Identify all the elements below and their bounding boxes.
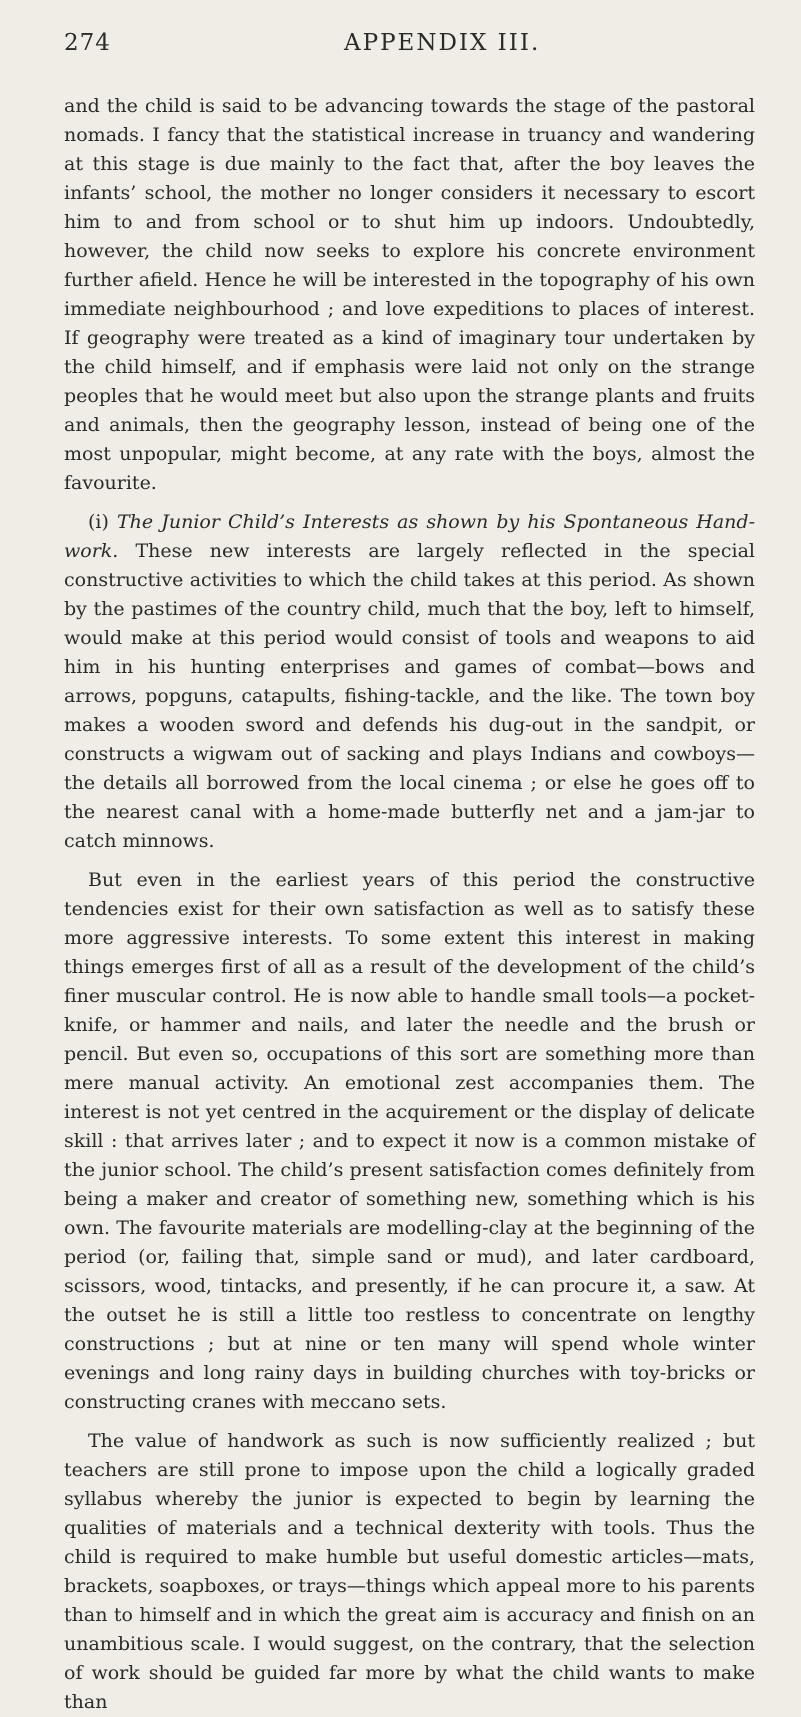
section-heading: The Junior Child’s Interests as shown by his Spontaneous Hand-work.: [64, 511, 755, 562]
paragraph-3-text: But even in the earliest years of this period the constructive tendencies exist for their own satisfaction as well as to satisfy these more aggressive interests. To some extent this interest in making things emerges first of all as a result of the development of the child’s finer muscular control. He is now able to handle small tools—a pocket-knife, or hammer and nails, and later the needle and the brush or pencil. But even so, occupations of this sort are something more than mere manual activity. An emotional zest accompanies them. The interest is not yet centred in the acquirement or the display of delicate skill : that arrives later ; and to expect it now is a common mistake of the junior school. The child’s present satisfaction comes definitely from being a maker and creator of something new, something which is his own. The favourite materials are modelling-clay at the beginning of the period (or, failing that, simple sand or mud), and later cardboard, scissors, wood, tintacks, and presently, if he can procure it, a saw. At the outset he is still a little too restless to concentrate on lengthy constructions ; but at nine or ten many will spend whole winter evenings and long rainy days in building churches with toy-bricks or constructing cranes with meccano sets.: [64, 869, 755, 1413]
running-head: APPENDIX III.: [344, 30, 541, 56]
paragraph-4: [64, 1427, 755, 1717]
paragraph-1-text: and the child is said to be advancing towards the stage of the pastoral nomads. I fancy that the statistical increase in truancy and wandering at this stage is due mainly to the fact that, after the boy leaves the infants’ school, the mother no longer considers it necessary to escort him to and from school or to shut him up indoors. Undoubtedly, however, the child now seeks to explore his concrete environment further afield. Hence he will be interested in the topography of his own immediate neighbourhood ; and love expeditions to places of interest. If geography were treated as a kind of imaginary tour undertaken by the child himself, and if emphasis were laid not only on the strange peoples that he would meet but also upon the strange plants and fruits and animals, then the geography lesson, instead of being one of the most unpopular, might become, at any rate with the boys, almost the favourite.: [64, 95, 755, 494]
paragraph-3: [64, 866, 755, 1417]
paragraph-1: [64, 92, 755, 498]
paragraph-4-text: The value of handwork as such is now sufficiently realized ; but teachers are still prone to impose upon the child a logically graded syllabus whereby the junior is expected to begin by learning the qualities of materials and a technical dexterity with tools. Thus the child is required to make humble but useful domestic articles—mats, brackets, soapboxes, or trays—things which appeal more to his parents than to himself and in which the great aim is accuracy and finish on an unambitious scale. I would suggest, on the contrary, that the selection of work should be guided far more by what the child wants to make than: [64, 1430, 755, 1713]
page-number: 274: [64, 30, 111, 56]
body-text: [64, 92, 755, 1717]
page-header: [64, 30, 755, 70]
paragraph-2-text: These new interests are largely reflected in the special constructive activities to which the child takes at this period. As shown by the pastimes of the country child, much that the boy, left to himself, would make at this period would consist of tools and weapons to aid him in his hunting enterprises and games of combat—bows and arrows, popguns, catapults, fishing-tackle, and the like. The town boy makes a wooden sword and defends his dug-out in the sandpit, or constructs a wigwam out of sacking and plays Indians and cowboys—the details all borrowed from the local cinema ; or else he goes off to the nearest canal with a home-made butterfly net and a jam-jar to catch minnows.: [64, 540, 755, 852]
paragraph-2: [64, 508, 755, 856]
section-label: (i): [88, 511, 109, 533]
